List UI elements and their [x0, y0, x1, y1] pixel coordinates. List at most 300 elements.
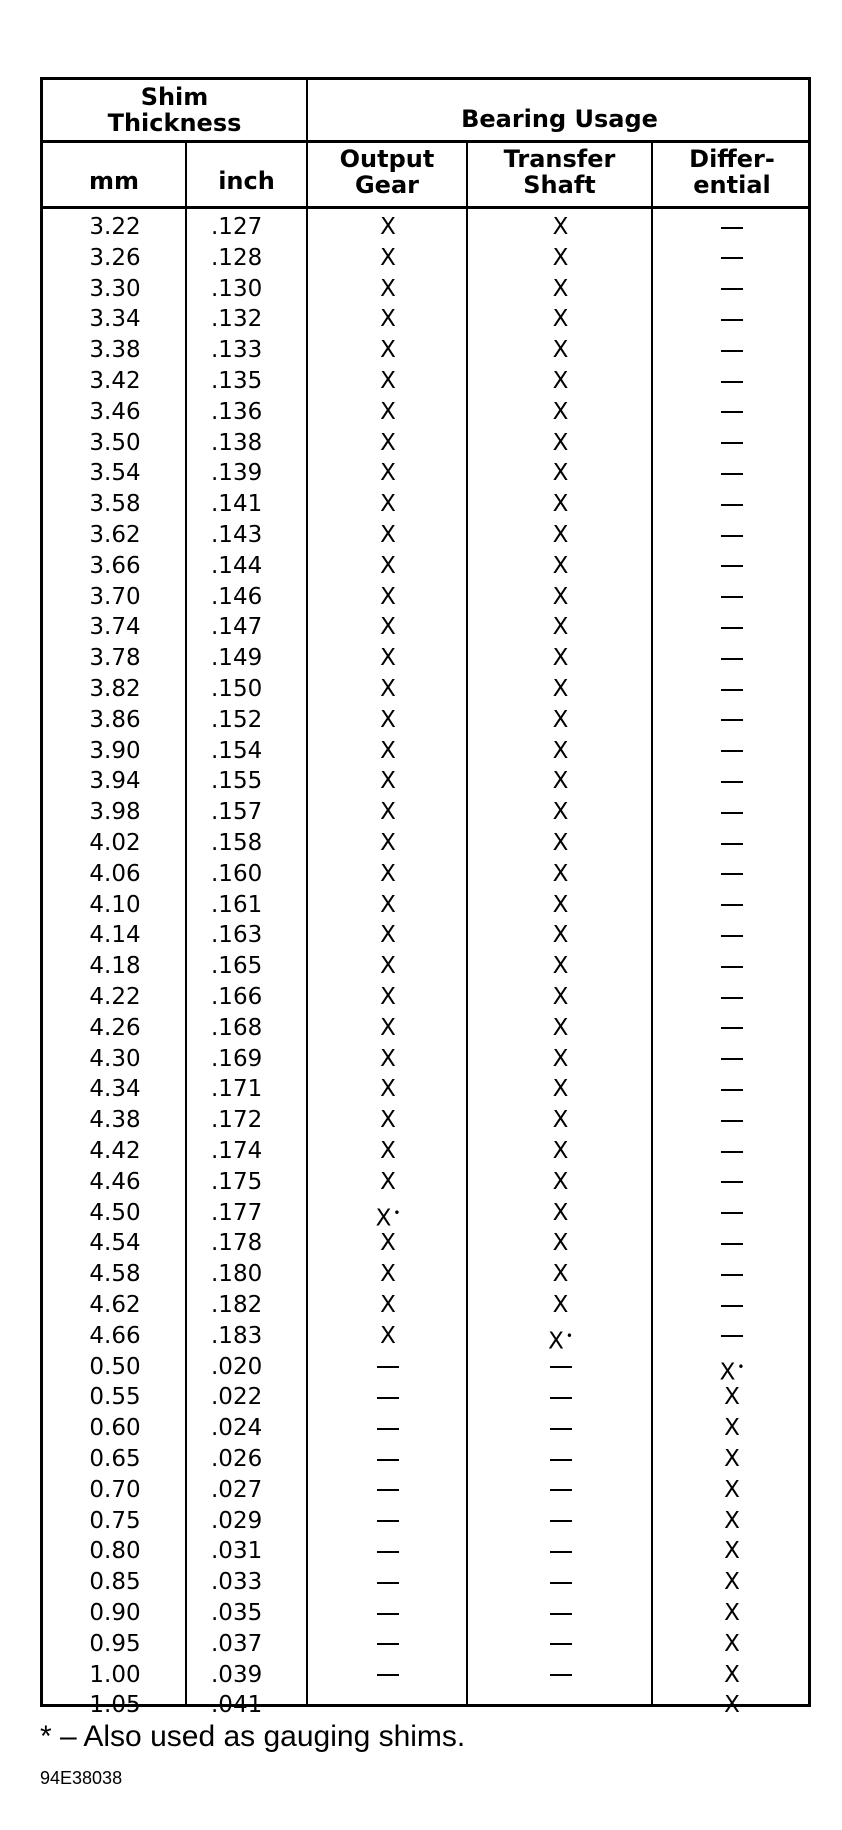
table-row — [43, 1413, 808, 1444]
cell-differential — [653, 612, 811, 643]
cell-mm: 0.60 — [89, 1415, 141, 1442]
cell-inch-text: .152 — [211, 706, 263, 733]
col-transfer-shaft-header: Transfer Shaft — [503, 145, 616, 199]
cell-inch — [187, 1660, 308, 1691]
cell-transfer-shaft: X — [552, 244, 569, 271]
cell-transfer-shaft: X — [552, 275, 569, 302]
cell-inch-text: .165 — [211, 953, 263, 980]
dash-mark — [721, 1274, 743, 1276]
cell-output-gear: X — [380, 583, 396, 610]
table-row — [43, 1660, 808, 1691]
cell-mm: 3.66 — [89, 552, 141, 579]
cell-output-gear: X — [380, 984, 396, 1010]
cell-mm: 0.90 — [89, 1600, 141, 1626]
dash-mark — [721, 1120, 743, 1122]
dash-mark — [721, 997, 743, 999]
cell-transfer-shaft: X — [552, 214, 569, 240]
cell-transfer-shaft: X — [552, 583, 569, 610]
dash-mark — [377, 1366, 399, 1368]
dash-mark — [377, 1489, 399, 1491]
cell-transfer-shaft: X — [552, 645, 569, 672]
dash-mark — [550, 1643, 572, 1645]
cell-output-gear: X — [380, 1107, 396, 1134]
cell-differential: X • — [719, 1359, 745, 1386]
cell-inch — [187, 489, 308, 520]
cell-differential — [653, 1290, 811, 1321]
cell-differential — [653, 1259, 811, 1290]
cell-mm: 4.46 — [89, 1168, 141, 1195]
cell-differential: X — [724, 1415, 740, 1442]
cell-differential — [653, 1013, 811, 1044]
cell-inch — [187, 1444, 308, 1475]
dash-mark — [721, 1243, 743, 1245]
cell-inch — [187, 1598, 308, 1629]
table-row — [43, 1506, 808, 1537]
cell-inch-text: .143 — [211, 522, 263, 548]
cell-inch-text: .174 — [211, 1138, 263, 1164]
cell-inch — [187, 1536, 308, 1567]
cell-differential — [653, 1321, 811, 1352]
cell-output-gear: X • — [375, 1205, 401, 1232]
dash-mark — [721, 873, 743, 875]
cell-transfer-shaft: X — [552, 1045, 569, 1072]
cell-output-gear: X — [380, 552, 396, 579]
cell-output-gear: X — [380, 1261, 396, 1288]
cell-output-gear — [308, 1506, 468, 1537]
cell-mm: 3.62 — [89, 522, 141, 548]
col-mm-header: mm — [88, 167, 139, 195]
cell-inch-text: .135 — [211, 368, 263, 394]
cell-mm: 4.30 — [89, 1045, 141, 1072]
cell-inch — [187, 1352, 308, 1383]
cell-output-gear: X — [380, 1138, 396, 1164]
cell-inch — [187, 1382, 308, 1413]
dash-mark — [550, 1489, 572, 1491]
cell-output-gear: X — [380, 799, 396, 826]
cell-inch-text: .177 — [211, 1199, 263, 1226]
dash-mark — [377, 1459, 399, 1461]
cell-inch — [187, 982, 308, 1013]
dash-mark — [550, 1582, 572, 1584]
cell-differential — [653, 520, 811, 551]
cell-inch-text: .128 — [211, 244, 263, 271]
figure-id: 94E38038 — [40, 1768, 123, 1788]
table-row — [43, 828, 808, 859]
asterisk-mark: • — [737, 1359, 745, 1374]
table-row — [43, 428, 808, 459]
table-row — [43, 489, 808, 520]
cell-inch-text: .172 — [211, 1107, 263, 1134]
table-row — [43, 1567, 808, 1598]
cell-mm: 0.80 — [89, 1538, 141, 1565]
dash-mark — [721, 1305, 743, 1307]
cell-output-gear: X — [380, 676, 396, 702]
cell-output-gear: X — [380, 953, 396, 980]
cell-mm: 4.50 — [89, 1199, 141, 1226]
cell-transfer-shaft: X — [552, 676, 569, 702]
cell-transfer-shaft — [468, 1352, 653, 1383]
cell-differential — [653, 982, 811, 1013]
cell-inch-text: .168 — [211, 1014, 263, 1041]
cell-inch-text: .130 — [211, 275, 263, 302]
cell-differential — [653, 828, 811, 859]
cell-output-gear: X — [380, 368, 396, 394]
cell-differential: X — [724, 1384, 740, 1411]
cell-inch — [187, 1629, 308, 1660]
cell-mm: 3.34 — [89, 306, 141, 333]
cell-differential — [653, 212, 811, 243]
cell-differential — [653, 705, 811, 736]
cell-output-gear: X — [380, 491, 396, 518]
dash-mark — [721, 350, 743, 352]
table-row — [43, 1228, 808, 1259]
cell-differential — [653, 797, 811, 828]
dash-mark — [721, 442, 743, 444]
asterisk-mark: • — [565, 1328, 573, 1343]
cell-mm: 0.55 — [89, 1384, 141, 1411]
cell-transfer-shaft: X — [552, 1014, 569, 1041]
cell-output-gear: X — [380, 1014, 396, 1041]
cell-transfer-shaft — [468, 1475, 653, 1506]
cell-output-gear: X — [380, 737, 396, 764]
cell-inch-text: .020 — [211, 1353, 263, 1380]
cell-inch-text: .155 — [211, 768, 263, 795]
table-row — [43, 243, 808, 274]
cell-transfer-shaft — [468, 1690, 653, 1721]
cell-inch-text: .022 — [211, 1384, 263, 1411]
cell-differential — [653, 920, 811, 951]
cell-mm: 4.38 — [89, 1107, 141, 1134]
asterisk-mark: • — [393, 1205, 401, 1220]
cell-output-gear — [308, 1382, 468, 1413]
cell-transfer-shaft: X — [552, 460, 569, 487]
cell-inch-text: .146 — [211, 583, 263, 610]
dash-mark — [721, 904, 743, 906]
cell-output-gear — [308, 1352, 468, 1383]
cell-mm: 4.62 — [89, 1292, 141, 1318]
cell-differential — [653, 674, 811, 705]
dash-mark — [550, 1613, 572, 1615]
cell-differential: X — [724, 1630, 740, 1657]
cell-transfer-shaft: X — [552, 860, 569, 887]
dash-mark — [721, 319, 743, 321]
table-row — [43, 520, 808, 551]
cell-output-gear: X — [380, 1292, 396, 1318]
cell-inch-text: .138 — [211, 429, 263, 456]
cell-differential — [653, 1044, 811, 1075]
cell-mm: 3.38 — [89, 337, 141, 364]
cell-mm: 3.26 — [89, 244, 141, 271]
dash-mark — [550, 1674, 572, 1676]
cell-transfer-shaft: X — [552, 737, 569, 764]
cell-inch — [187, 1136, 308, 1167]
dash-mark — [721, 1151, 743, 1153]
cell-differential — [653, 1198, 811, 1229]
cell-transfer-shaft — [468, 1598, 653, 1629]
dash-mark — [721, 781, 743, 783]
table-row — [43, 1475, 808, 1506]
dash-mark — [721, 719, 743, 721]
cell-inch-text: .180 — [211, 1261, 263, 1288]
dash-mark — [721, 565, 743, 567]
cell-inch — [187, 397, 308, 428]
cell-mm: 3.94 — [89, 768, 141, 795]
cell-mm: 4.06 — [89, 860, 141, 887]
cell-mm: 4.54 — [89, 1230, 141, 1257]
table-row — [43, 304, 808, 335]
cell-inch-text: .161 — [211, 891, 263, 918]
cell-output-gear — [308, 1444, 468, 1475]
cell-inch-text: .035 — [211, 1600, 263, 1626]
cell-inch — [187, 212, 308, 243]
cell-inch-text: .182 — [211, 1292, 263, 1318]
cell-mm: 4.02 — [89, 830, 141, 856]
table-row — [43, 458, 808, 489]
cell-output-gear: X — [380, 922, 396, 949]
dash-mark — [377, 1428, 399, 1430]
cell-inch-text: .147 — [211, 614, 263, 641]
cell-transfer-shaft: X — [552, 522, 569, 548]
table-row — [43, 1198, 808, 1232]
table-row — [43, 612, 808, 643]
cell-inch — [187, 1321, 308, 1352]
table-row — [43, 705, 808, 736]
cell-inch-text: .027 — [211, 1476, 263, 1503]
dash-mark — [721, 966, 743, 968]
dash-mark — [377, 1674, 399, 1676]
cell-differential: X — [724, 1661, 740, 1688]
cell-differential — [653, 1105, 811, 1136]
cell-differential — [653, 397, 811, 428]
cell-inch — [187, 304, 308, 335]
cell-mm: 3.86 — [89, 706, 141, 733]
dash-mark — [721, 750, 743, 752]
cell-output-gear: X — [380, 244, 396, 271]
cell-differential — [653, 859, 811, 890]
dash-mark — [721, 1089, 743, 1091]
dash-mark — [721, 843, 743, 845]
table-row — [43, 951, 808, 982]
dash-mark — [721, 411, 743, 413]
cell-inch-text: .150 — [211, 676, 263, 702]
dash-mark — [721, 473, 743, 475]
cell-inch — [187, 920, 308, 951]
cell-mm: 4.34 — [89, 1076, 141, 1103]
cell-differential — [653, 304, 811, 335]
cell-output-gear: X — [380, 337, 396, 364]
dash-mark — [550, 1428, 572, 1430]
cell-inch — [187, 705, 308, 736]
table-row — [43, 1259, 808, 1290]
cell-inch — [187, 1690, 308, 1721]
cell-output-gear: X — [380, 1168, 396, 1195]
cell-output-gear: X — [380, 891, 396, 918]
cell-inch-text: .024 — [211, 1415, 263, 1442]
cell-transfer-shaft — [468, 1506, 653, 1537]
cell-inch — [187, 1013, 308, 1044]
cell-differential — [653, 736, 811, 767]
cell-differential — [653, 766, 811, 797]
cell-inch — [187, 582, 308, 613]
cell-transfer-shaft: X — [552, 429, 569, 456]
cell-transfer-shaft: X — [552, 922, 569, 949]
cell-inch-text: .166 — [211, 984, 263, 1010]
cell-differential — [653, 243, 811, 274]
cell-differential — [653, 1136, 811, 1167]
cell-output-gear — [308, 1629, 468, 1660]
cell-transfer-shaft: X — [552, 1076, 569, 1103]
cell-differential — [653, 274, 811, 305]
cell-differential — [653, 951, 811, 982]
table-row — [43, 1136, 808, 1167]
cell-output-gear — [308, 1598, 468, 1629]
cell-inch — [187, 736, 308, 767]
dash-mark — [721, 1212, 743, 1214]
cell-transfer-shaft: X — [552, 552, 569, 579]
table-row — [43, 766, 808, 797]
cell-mm: 4.42 — [89, 1138, 141, 1164]
cell-inch-text: .026 — [211, 1446, 263, 1472]
cell-inch-text: .144 — [211, 552, 263, 579]
cell-differential — [653, 1074, 811, 1105]
cell-inch-text: .169 — [211, 1045, 263, 1072]
table-row — [43, 797, 808, 828]
table-row — [43, 366, 808, 397]
cell-mm: 3.50 — [89, 429, 141, 456]
cell-inch-text: .029 — [211, 1507, 263, 1534]
cell-mm: 3.58 — [89, 491, 141, 518]
cell-transfer-shaft: X — [552, 984, 569, 1010]
cell-inch — [187, 1259, 308, 1290]
cell-inch — [187, 766, 308, 797]
cell-mm: 3.42 — [89, 368, 141, 394]
cell-inch — [187, 951, 308, 982]
cell-transfer-shaft — [468, 1444, 653, 1475]
table-row — [43, 920, 808, 951]
cell-inch — [187, 551, 308, 582]
cell-inch — [187, 274, 308, 305]
cell-differential — [653, 1167, 811, 1198]
table-row — [43, 1074, 808, 1105]
cell-mm: 3.22 — [89, 214, 141, 240]
dash-mark — [550, 1520, 572, 1522]
cell-mm: 3.30 — [89, 275, 141, 302]
cell-inch-text: .132 — [211, 306, 263, 333]
cell-inch — [187, 458, 308, 489]
cell-inch-text: .160 — [211, 860, 263, 887]
cell-inch-text: .175 — [211, 1168, 263, 1195]
cell-inch — [187, 520, 308, 551]
cell-transfer-shaft — [468, 1567, 653, 1598]
dash-mark — [721, 689, 743, 691]
cell-inch — [187, 366, 308, 397]
cell-output-gear: X — [380, 306, 396, 333]
dash-mark — [550, 1397, 572, 1399]
cell-differential: X — [724, 1446, 740, 1472]
dash-mark — [721, 535, 743, 537]
cell-transfer-shaft: X — [552, 891, 569, 918]
cell-differential — [653, 1228, 811, 1259]
cell-inch — [187, 1228, 308, 1259]
cell-output-gear: X — [380, 1230, 396, 1257]
table-row — [43, 274, 808, 305]
cell-transfer-shaft: X — [552, 1230, 569, 1257]
col-inch-header: inch — [218, 167, 275, 195]
dash-mark — [721, 257, 743, 259]
cell-mm: 0.50 — [89, 1353, 141, 1380]
table-row — [43, 890, 808, 921]
cell-mm: 3.74 — [89, 614, 141, 641]
cell-differential: X — [724, 1600, 740, 1626]
cell-inch — [187, 643, 308, 674]
table-row — [43, 982, 808, 1013]
cell-differential — [653, 551, 811, 582]
table-row — [43, 674, 808, 705]
cell-inch — [187, 1167, 308, 1198]
table-row — [43, 1167, 808, 1198]
table-row — [43, 643, 808, 674]
cell-differential — [653, 428, 811, 459]
table-row — [43, 859, 808, 890]
cell-mm: 4.18 — [89, 953, 141, 980]
cell-transfer-shaft: X — [552, 768, 569, 795]
cell-mm: 0.85 — [89, 1569, 141, 1596]
cell-inch-text: .033 — [211, 1569, 263, 1596]
cell-transfer-shaft: X — [552, 1199, 569, 1226]
dash-mark — [721, 227, 743, 229]
shim-table — [40, 77, 811, 1719]
dash-mark — [721, 812, 743, 814]
cell-mm: 3.90 — [89, 737, 141, 764]
cell-output-gear: X — [380, 214, 396, 240]
cell-mm: 0.75 — [89, 1507, 141, 1534]
cell-inch — [187, 335, 308, 366]
dash-mark — [550, 1366, 572, 1368]
cell-mm: 4.26 — [89, 1014, 141, 1041]
cell-output-gear: X — [380, 429, 396, 456]
cell-transfer-shaft: X — [552, 368, 569, 394]
cell-inch-text: .171 — [211, 1076, 263, 1103]
table-row — [43, 212, 808, 243]
dash-mark — [377, 1520, 399, 1522]
cell-differential — [653, 366, 811, 397]
table-row — [43, 1444, 808, 1475]
cell-output-gear: X — [380, 706, 396, 733]
cell-output-gear: X — [380, 830, 396, 856]
cell-transfer-shaft: X — [552, 1261, 569, 1288]
cell-output-gear: X — [380, 275, 396, 302]
dash-mark — [377, 1551, 399, 1553]
cell-transfer-shaft: X — [552, 1168, 569, 1195]
cell-inch-text: .133 — [211, 337, 263, 364]
cell-mm: 4.58 — [89, 1261, 141, 1288]
cell-inch-text: .037 — [211, 1630, 263, 1657]
cell-mm: 1.00 — [89, 1661, 141, 1688]
cell-output-gear: X — [380, 460, 396, 487]
cell-mm: 3.98 — [89, 799, 141, 826]
dash-mark — [721, 596, 743, 598]
cell-inch — [187, 797, 308, 828]
dash-mark — [721, 504, 743, 506]
col-output-gear-header: Output Gear — [339, 145, 435, 199]
cell-differential — [653, 335, 811, 366]
table-row — [43, 551, 808, 582]
dash-mark — [721, 658, 743, 660]
cell-transfer-shaft: X — [552, 953, 569, 980]
cell-inch-text: .154 — [211, 737, 263, 764]
cell-output-gear: X — [380, 614, 396, 641]
cell-inch — [187, 828, 308, 859]
